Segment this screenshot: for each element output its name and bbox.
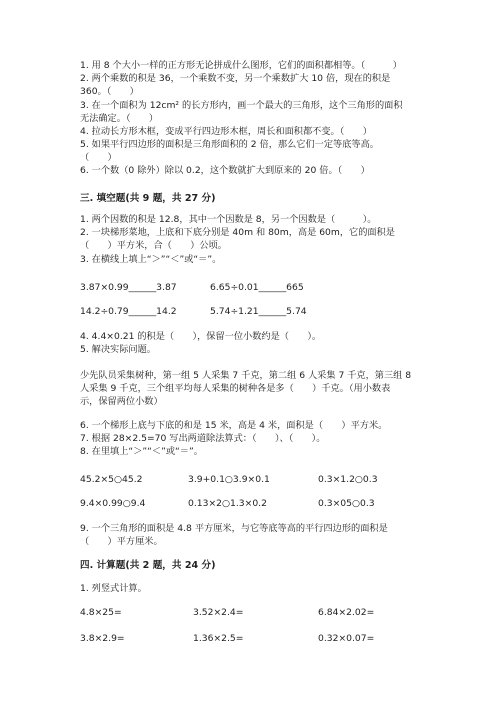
fill-q5-text-line3: 示，保留两位小数） bbox=[80, 396, 163, 407]
fill-q8: 8. 在里填上“＞”“＜”或“＝”。 bbox=[80, 446, 203, 457]
fill-q4: 4. 4.4×0.21 的积是（ ），保留一位小数约是（ ）。 bbox=[80, 331, 322, 342]
circle-compare-item: 0.3×1.2○0.3 bbox=[318, 474, 378, 485]
judgment-item-5-line2: （ ） bbox=[80, 152, 117, 163]
circle-compare-item: 9.4×0.99○9.4 bbox=[80, 498, 146, 509]
calc-item: 4.8×25= bbox=[80, 607, 122, 618]
judgment-item-1: 1. 用 8 个大小一样的正方形无论拼成什么图形，它们的面积都相等。（ ） bbox=[80, 60, 402, 71]
circle-compare-item: 0.13×2○1.3×0.2 bbox=[188, 498, 267, 509]
fill-q5-text-line2: 人采集 9 千克，三个组平均每人采集的树种各是多（ ）千克。（用小数表 bbox=[80, 383, 391, 394]
circle-compare-item: 45.2×5○45.2 bbox=[80, 474, 143, 485]
circle-compare-item: 0.3×05○0.3 bbox=[318, 498, 375, 509]
judgment-item-2-line2: 360。（ ） bbox=[80, 86, 139, 97]
fill-q5-text-line1: 少先队员采集树种，第一组 5 人采集 7 千克，第二组 6 人采集 7 千克，第三组 8 bbox=[80, 370, 412, 381]
fill-q9-line1: 9. 一个三角形的面积是 4.8 平方厘米，与它等底等高的平行四边形的面积是 bbox=[80, 523, 388, 534]
fill-q9-line2: （ ）平方厘米。 bbox=[80, 536, 163, 547]
fill-q6: 6. 一个梯形上底与下底的和是 15 米，高是 4 米，面积是（ ）平方米。 bbox=[80, 420, 388, 431]
calc-item: 6.84×2.02= bbox=[318, 607, 375, 618]
section4-heading: 四. 计算题(共 2 题，共 24 分) bbox=[80, 560, 216, 571]
calc-item: 3.8×2.9= bbox=[80, 633, 125, 644]
judgment-item-6: 6. 一个数（0 除外）除以 0.2，这个数就扩大到原来的 20 倍。（ ） bbox=[80, 165, 370, 176]
judgment-item-4: 4. 拉动长方形木框，变成平行四边形木框，周长和面积都不变。（ ） bbox=[80, 126, 372, 137]
judgment-item-5-line1: 5. 如果平行四边形的面积是三角形面积的 2 倍，那么它们一定等底等高。 bbox=[80, 139, 379, 150]
calc-item: 0.32×0.07= bbox=[318, 633, 375, 644]
compare-item: 5.74÷1.21______5.74 bbox=[210, 306, 307, 317]
compare-item: 3.87×0.99______3.87 bbox=[80, 282, 177, 293]
fill-q3: 3. 在横线上填上“＞”“＜”或“＝”。 bbox=[80, 254, 222, 265]
fill-q1: 1. 两个因数的积是 12.8，其中一个因数是 8，另一个因数是（ ）。 bbox=[80, 214, 377, 225]
fill-q7: 7. 根据 28×2.5=70 写出两道除法算式：（ ）、（ ）。 bbox=[80, 433, 326, 444]
calc-item: 1.36×2.5= bbox=[193, 633, 244, 644]
compare-item: 14.2÷0.79______14.2 bbox=[80, 306, 177, 317]
judgment-item-3-line2: 无法确定。（ ） bbox=[80, 113, 159, 124]
section3-heading: 三. 填空题(共 9 题，共 27 分) bbox=[80, 193, 216, 204]
judgment-item-2-line1: 2. 两个乘数的积是 36，一个乘数不变，另一个乘数扩大 10 倍，现在的积是 bbox=[80, 73, 391, 84]
judgment-item-3-line1: 3. 在一个面积为 12cm² 的长方形内，画一个最大的三角形，这个三角形的面积 bbox=[80, 100, 403, 111]
circle-compare-item: 3.9+0.1○3.9×0.1 bbox=[188, 474, 270, 485]
calc-item: 3.52×2.4= bbox=[193, 607, 244, 618]
calc-q1: 1. 列竖式计算。 bbox=[80, 583, 147, 594]
compare-item: 6.65÷0.01______665 bbox=[210, 282, 304, 293]
fill-q2-line2: （ ）平方米，合（ ）公顷。 bbox=[80, 240, 227, 251]
fill-q2-line1: 2. 一块梯形菜地，上底和下底分别是 40m 和 80m，高是 60m，它的面积是 bbox=[80, 227, 395, 238]
fill-q5: 5. 解决实际问题。 bbox=[80, 344, 156, 355]
